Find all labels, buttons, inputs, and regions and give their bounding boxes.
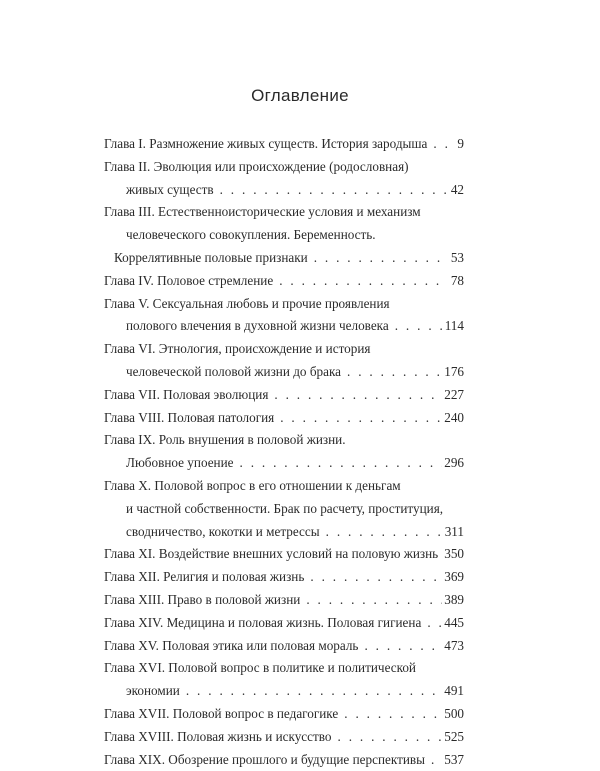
toc-line — [104, 635, 464, 658]
toc-line — [104, 361, 464, 384]
toc-page-number: 473 — [444, 637, 464, 653]
toc-entry-text: человеческой половой жизни до брака — [126, 363, 342, 379]
toc-entry-text: Глава VIII. Половая патология — [104, 409, 275, 425]
dot-leader — [275, 270, 448, 293]
dot-leader — [302, 589, 442, 612]
toc-page-number: 78 — [450, 272, 464, 288]
toc-entry-text: Глава IV. Половое стремление — [104, 272, 274, 288]
page-title: Оглавление — [251, 86, 349, 105]
dot-leader — [322, 521, 443, 544]
dot-leader — [270, 384, 442, 407]
toc-line — [104, 475, 464, 498]
toc-page-number: 176 — [444, 363, 464, 379]
toc-line — [104, 133, 464, 156]
dot-leader — [306, 566, 442, 589]
toc-page-number: 114 — [444, 318, 464, 334]
toc-line — [104, 749, 464, 771]
dot-leader — [236, 452, 443, 475]
toc-line — [104, 680, 464, 703]
toc-entry-text: Глава V. Сексуальная любовь и прочие проявления — [104, 295, 390, 311]
toc-page-number: 227 — [444, 386, 464, 402]
toc-line — [104, 589, 464, 612]
dot-leader — [440, 543, 442, 566]
toc-line — [104, 270, 464, 293]
toc-line — [104, 384, 464, 407]
toc-line — [104, 156, 464, 179]
dot-leader — [276, 407, 442, 430]
toc-entry-text: экономии — [126, 683, 180, 699]
dot-leader — [334, 726, 443, 749]
toc-line — [104, 224, 464, 247]
toc-entry-text: Глава VI. Этнология, происхождение и история — [104, 341, 371, 357]
toc-entry-text: Глава VII. Половая эволюция — [104, 386, 269, 402]
toc-line — [104, 293, 464, 316]
toc-entry-text: и частной собственности. Брак по расчету, проституция, — [126, 500, 444, 516]
toc-line — [104, 498, 464, 521]
dot-leader — [182, 680, 442, 703]
toc-entry-text: Глава XIX. Обозрение прошлого и будущие перспективы — [104, 751, 425, 767]
toc-entry-text: Глава XIV. Медицина и половая жизнь. Половая гигиена — [104, 614, 422, 630]
toc-entry-text: полового влечения в духовной жизни человека — [126, 318, 389, 334]
toc-line — [104, 703, 464, 726]
toc-line — [104, 338, 464, 361]
toc-line — [104, 566, 464, 589]
toc-entry-text: Глава IX. Роль внушения в половой жизни. — [104, 432, 346, 448]
toc-line — [104, 179, 464, 202]
dot-leader — [343, 361, 442, 384]
toc-line — [104, 612, 464, 635]
dot-leader — [391, 315, 443, 338]
toc-line — [104, 452, 464, 475]
toc-page-number: 445 — [444, 614, 464, 630]
toc-page-number: 537 — [444, 751, 464, 767]
toc-page-number: 311 — [444, 523, 464, 539]
toc-line — [104, 201, 464, 224]
toc-page-number: 9 — [457, 136, 464, 151]
toc-entry-text: Глава XII. Религия и половая жизнь — [104, 569, 305, 585]
toc-page-number: 53 — [450, 249, 464, 265]
dot-leader — [360, 635, 442, 658]
toc-page-number: 240 — [444, 409, 464, 425]
toc-entry-text: Глава XV. Половая этика или половая мораль — [104, 637, 359, 653]
dot-leader — [429, 133, 448, 156]
toc-page-number: 491 — [444, 683, 464, 699]
toc-entry-text: сводничество, кокотки и метрессы — [126, 523, 320, 539]
toc-entry-text: Любовное упоение — [126, 455, 234, 471]
toc-line — [104, 543, 464, 566]
toc-entry-text: Глава II. Эволюция или происхождение (родословная) — [104, 158, 409, 174]
toc-entry-text: живых существ — [126, 181, 214, 197]
dot-leader — [427, 749, 442, 771]
toc-line — [104, 247, 464, 270]
toc-page-number: 42 — [450, 181, 464, 197]
toc-line — [104, 521, 464, 544]
toc-entry-text: человеческого совокупления. Беременность. — [126, 227, 376, 243]
table-of-contents — [104, 133, 464, 771]
toc-page-number: 296 — [444, 455, 464, 471]
toc-line — [104, 726, 464, 749]
toc-entry-text: Глава XI. Воздействие внешних условий на половую жизнь — [104, 546, 439, 562]
toc-line — [104, 657, 464, 680]
dot-leader — [216, 179, 448, 202]
toc-entry-text: Глава I. Размножение живых существ. История зародыша — [104, 136, 428, 151]
toc-page-number: 500 — [444, 705, 464, 721]
toc-page-number: 525 — [444, 728, 464, 744]
toc-entry-text: Коррелятивные половые признаки — [114, 249, 308, 265]
dot-leader — [310, 247, 448, 270]
dot-leader — [340, 703, 442, 726]
toc-page-number: 350 — [444, 546, 464, 562]
dot-leader — [423, 612, 442, 635]
toc-line — [104, 429, 464, 452]
toc-entry-text: Глава X. Половой вопрос в его отношении к деньгам — [104, 477, 401, 493]
toc-line — [104, 315, 464, 338]
toc-entry-text: Глава XVIII. Половая жизнь и искусство — [104, 728, 332, 744]
toc-entry-text: Глава XVI. Половой вопрос в политике и политической — [104, 660, 416, 676]
toc-page-number: 389 — [444, 591, 464, 607]
toc-entry-text: Глава III. Естественноисторические условия и механизм — [104, 204, 421, 220]
toc-page-number: 369 — [444, 569, 464, 585]
toc-entry-text: Глава XIII. Право в половой жизни — [104, 591, 301, 607]
toc-line — [104, 407, 464, 430]
toc-entry-text: Глава XVII. Половой вопрос в педагогике — [104, 705, 339, 721]
